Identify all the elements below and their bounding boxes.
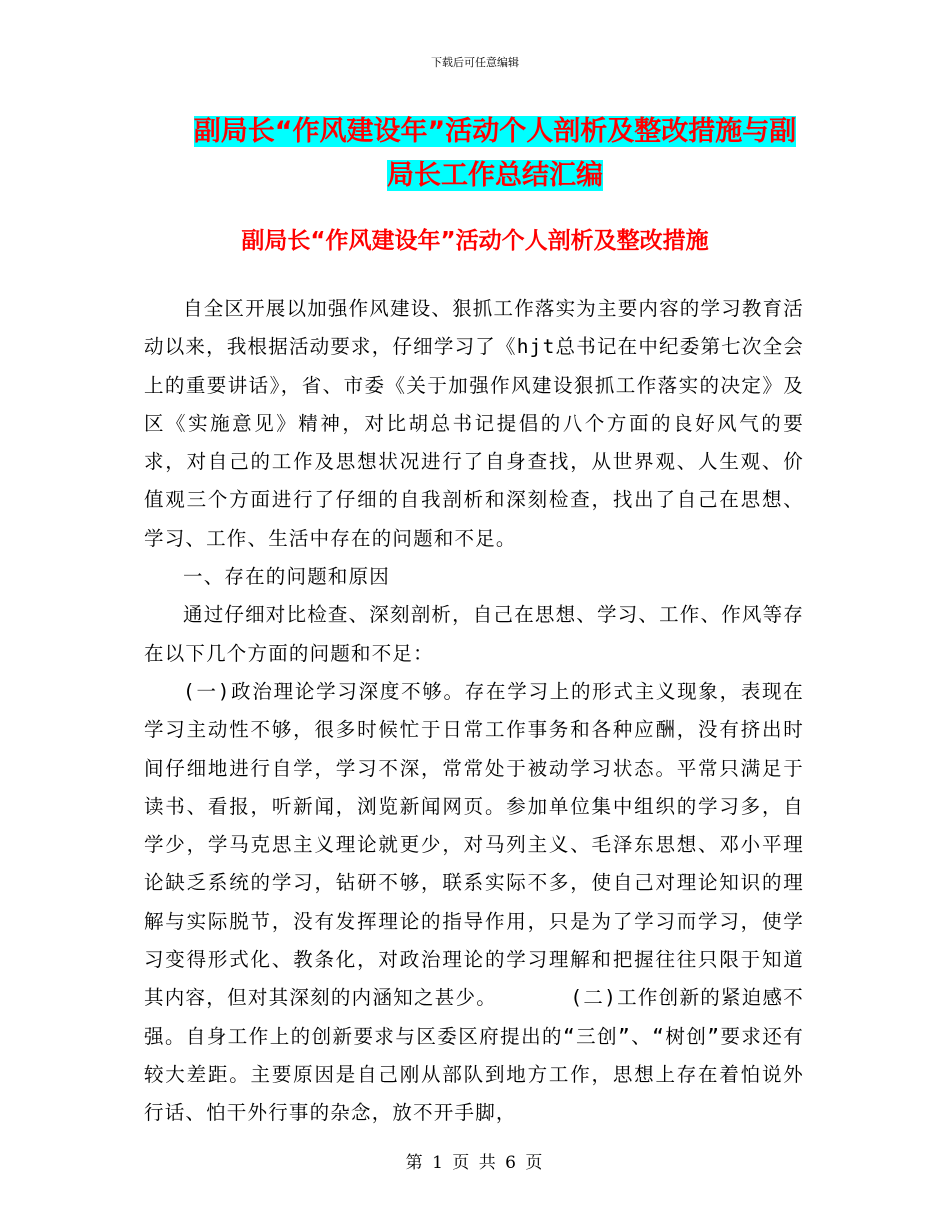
section-title: 副局长“作风建设年”活动个人剖析及整改措施 xyxy=(241,228,709,254)
body-text xyxy=(144,290,804,1133)
paragraph-intro: 自全区开展以加强作风建设、狠抓工作落实为主要内容的学习教育活动以来，我根据活动要求，仔细学习了《hjt总书记在中纪委第七次全会上的重要讲话》，省、市委《关于加强作风建设狠抓工作落实的决定》及区《实施意见》精神，对比胡总书记提倡的八个方面的良好风气的要求，对自己的工作及思想状况进行了自身查找，从世界观、人生观、价值观三个方面进行了仔细的自我剖析和深刻检查，找出了自己在思想、学习、工作、生活中存在的问题和不足。 xyxy=(144,297,805,550)
paragraph-heading-problems: 一、存在的问题和原因 xyxy=(183,565,391,589)
paragraph-overview: 通过仔细对比检查、深刻剖析，自己在思想、学习、工作、作风等存在以下几个方面的问题和不足： xyxy=(144,603,805,665)
header-note: 下载后可任意编辑 xyxy=(431,56,519,69)
page-footer: 第 1 页 共 6 页 xyxy=(405,1153,545,1173)
paragraph-item-1: (一)政治理论学习深度不够。存在学习上的形式主义现象，表现在学习主动性不够，很多时候忙于日常工作事务和各种应酬，没有挤出时间仔细地进行自学，学习不深，常常处于被动学习状态。平常只满足于读书、看报，听新闻，浏览新闻网页。参加单位集中组织的学习多，自学少，学马克思主义理论就更少，对马列主义、毛泽东思想、邓小平理论缺乏系统的学习，钻研不够，联系实际不多，使自己对理论知识的理解与实际脱节，没有发挥理论的指导作用，只是为了学习而学习，使学习变得形式化、教条化，对政治理论的学习理解和把握往往只限于知道其内容，但对其深刻的内涵知之甚少。 (二)工作创新的紧迫感不强。自身工作上的创新要求与区委区府提出的“三创”、“树创”要求还有较大差距。主要原因是自己刚从部队到地方工作，思想上存在着怕说外行话、怕干外行事的杂念，放不开手脚， xyxy=(144,679,804,1125)
document-title-line1: 副局长“作风建设年”活动个人剖析及整改措施与副 xyxy=(193,116,797,147)
document-title xyxy=(180,110,810,198)
document-title-line2: 局长工作总结汇编 xyxy=(387,160,603,191)
